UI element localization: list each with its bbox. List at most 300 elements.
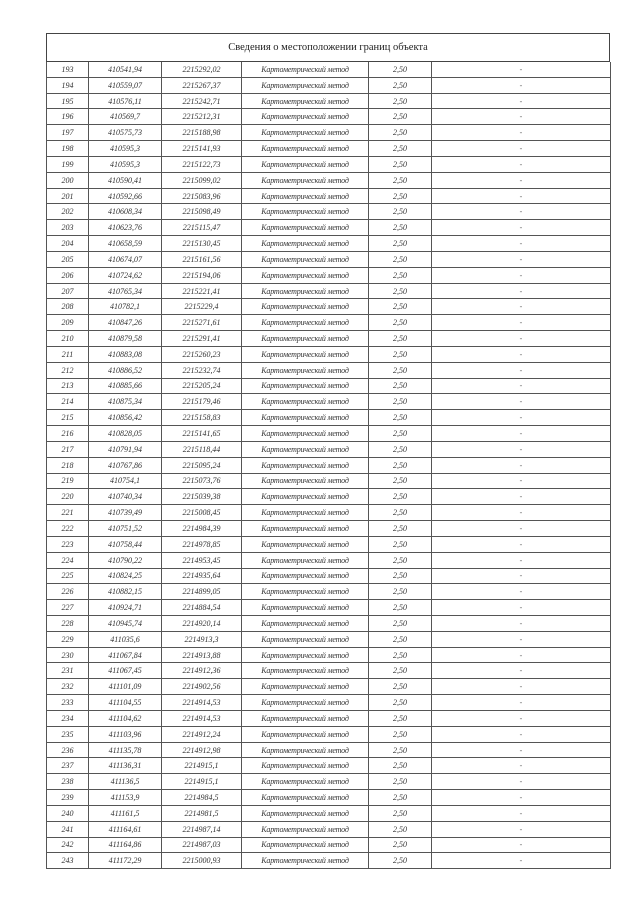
table-row bbox=[47, 837, 611, 853]
note-cell: - bbox=[432, 505, 611, 521]
table-row bbox=[47, 710, 611, 726]
x-coordinate-cell: 410595,3 bbox=[89, 141, 162, 157]
accuracy-cell: 2,50 bbox=[369, 109, 432, 125]
method-cell: Картометрический метод bbox=[242, 821, 369, 837]
point-number-cell: 242 bbox=[47, 837, 89, 853]
table-row bbox=[47, 536, 611, 552]
point-number-cell: 214 bbox=[47, 394, 89, 410]
table-row bbox=[47, 410, 611, 426]
y-coordinate-cell: 2215115,47 bbox=[162, 220, 242, 236]
method-cell: Картометрический метод bbox=[242, 410, 369, 426]
accuracy-cell: 2,50 bbox=[369, 552, 432, 568]
x-coordinate-cell: 410739,49 bbox=[89, 505, 162, 521]
y-coordinate-cell: 2215008,45 bbox=[162, 505, 242, 521]
y-coordinate-cell: 2215141,93 bbox=[162, 141, 242, 157]
table-row bbox=[47, 758, 611, 774]
accuracy-cell: 2,50 bbox=[369, 679, 432, 695]
note-cell: - bbox=[432, 62, 611, 77]
y-coordinate-cell: 2214915,1 bbox=[162, 758, 242, 774]
method-cell: Картометрический метод bbox=[242, 726, 369, 742]
method-cell: Картометрический метод bbox=[242, 172, 369, 188]
accuracy-cell: 2,50 bbox=[369, 584, 432, 600]
x-coordinate-cell: 410886,52 bbox=[89, 362, 162, 378]
accuracy-cell: 2,50 bbox=[369, 647, 432, 663]
x-coordinate-cell: 410782,1 bbox=[89, 299, 162, 315]
table-row bbox=[47, 742, 611, 758]
table-row bbox=[47, 362, 611, 378]
accuracy-cell: 2,50 bbox=[369, 172, 432, 188]
accuracy-cell: 2,50 bbox=[369, 267, 432, 283]
point-number-cell: 231 bbox=[47, 663, 89, 679]
y-coordinate-cell: 2215221,41 bbox=[162, 283, 242, 299]
y-coordinate-cell: 2215271,61 bbox=[162, 315, 242, 331]
x-coordinate-cell: 410751,52 bbox=[89, 521, 162, 537]
y-coordinate-cell: 2214984,5 bbox=[162, 790, 242, 806]
method-cell: Картометрический метод bbox=[242, 536, 369, 552]
note-cell: - bbox=[432, 679, 611, 695]
x-coordinate-cell: 410883,08 bbox=[89, 346, 162, 362]
note-cell: - bbox=[432, 188, 611, 204]
x-coordinate-cell: 410847,26 bbox=[89, 315, 162, 331]
method-cell: Картометрический метод bbox=[242, 267, 369, 283]
method-cell: Картометрический метод bbox=[242, 505, 369, 521]
method-cell: Картометрический метод bbox=[242, 710, 369, 726]
x-coordinate-cell: 410590,41 bbox=[89, 172, 162, 188]
note-cell: - bbox=[432, 346, 611, 362]
point-number-cell: 220 bbox=[47, 489, 89, 505]
y-coordinate-cell: 2215194,06 bbox=[162, 267, 242, 283]
y-coordinate-cell: 2215118,44 bbox=[162, 441, 242, 457]
x-coordinate-cell: 410658,59 bbox=[89, 236, 162, 252]
accuracy-cell: 2,50 bbox=[369, 742, 432, 758]
x-coordinate-cell: 411067,45 bbox=[89, 663, 162, 679]
y-coordinate-cell: 2215291,41 bbox=[162, 331, 242, 347]
y-coordinate-cell: 2214987,03 bbox=[162, 837, 242, 853]
x-coordinate-cell: 410754,1 bbox=[89, 473, 162, 489]
table-row bbox=[47, 489, 611, 505]
point-number-cell: 236 bbox=[47, 742, 89, 758]
accuracy-cell: 2,50 bbox=[369, 236, 432, 252]
table-row bbox=[47, 93, 611, 109]
y-coordinate-cell: 2214978,85 bbox=[162, 536, 242, 552]
point-number-cell: 206 bbox=[47, 267, 89, 283]
x-coordinate-cell: 411136,31 bbox=[89, 758, 162, 774]
note-cell: - bbox=[432, 141, 611, 157]
method-cell: Картометрический метод bbox=[242, 331, 369, 347]
point-number-cell: 235 bbox=[47, 726, 89, 742]
boundary-points-table bbox=[46, 62, 611, 869]
accuracy-cell: 2,50 bbox=[369, 156, 432, 172]
x-coordinate-cell: 411067,84 bbox=[89, 647, 162, 663]
point-number-cell: 230 bbox=[47, 647, 89, 663]
note-cell: - bbox=[432, 790, 611, 806]
table-row bbox=[47, 726, 611, 742]
accuracy-cell: 2,50 bbox=[369, 837, 432, 853]
note-cell: - bbox=[432, 267, 611, 283]
table-row bbox=[47, 552, 611, 568]
y-coordinate-cell: 2215260,23 bbox=[162, 346, 242, 362]
table-row bbox=[47, 663, 611, 679]
point-number-cell: 239 bbox=[47, 790, 89, 806]
point-number-cell: 193 bbox=[47, 62, 89, 77]
x-coordinate-cell: 410882,15 bbox=[89, 584, 162, 600]
y-coordinate-cell: 2215141,65 bbox=[162, 426, 242, 442]
accuracy-cell: 2,50 bbox=[369, 457, 432, 473]
accuracy-cell: 2,50 bbox=[369, 141, 432, 157]
accuracy-cell: 2,50 bbox=[369, 473, 432, 489]
method-cell: Картометрический метод bbox=[242, 251, 369, 267]
y-coordinate-cell: 2214914,53 bbox=[162, 695, 242, 711]
table-row bbox=[47, 615, 611, 631]
point-number-cell: 225 bbox=[47, 568, 89, 584]
note-cell: - bbox=[432, 125, 611, 141]
point-number-cell: 203 bbox=[47, 220, 89, 236]
x-coordinate-cell: 411035,6 bbox=[89, 631, 162, 647]
note-cell: - bbox=[432, 774, 611, 790]
accuracy-cell: 2,50 bbox=[369, 615, 432, 631]
method-cell: Картометрический метод bbox=[242, 236, 369, 252]
y-coordinate-cell: 2214884,54 bbox=[162, 600, 242, 616]
method-cell: Картометрический метод bbox=[242, 663, 369, 679]
y-coordinate-cell: 2214914,53 bbox=[162, 710, 242, 726]
y-coordinate-cell: 2215267,37 bbox=[162, 77, 242, 93]
accuracy-cell: 2,50 bbox=[369, 378, 432, 394]
accuracy-cell: 2,50 bbox=[369, 521, 432, 537]
table-row bbox=[47, 821, 611, 837]
y-coordinate-cell: 2215083,96 bbox=[162, 188, 242, 204]
accuracy-cell: 2,50 bbox=[369, 489, 432, 505]
y-coordinate-cell: 2215099,02 bbox=[162, 172, 242, 188]
x-coordinate-cell: 410541,94 bbox=[89, 62, 162, 77]
method-cell: Картометрический метод bbox=[242, 378, 369, 394]
accuracy-cell: 2,50 bbox=[369, 62, 432, 77]
method-cell: Картометрический метод bbox=[242, 758, 369, 774]
x-coordinate-cell: 411172,29 bbox=[89, 853, 162, 869]
method-cell: Картометрический метод bbox=[242, 426, 369, 442]
note-cell: - bbox=[432, 315, 611, 331]
note-cell: - bbox=[432, 394, 611, 410]
table-row bbox=[47, 299, 611, 315]
point-number-cell: 198 bbox=[47, 141, 89, 157]
x-coordinate-cell: 410824,25 bbox=[89, 568, 162, 584]
x-coordinate-cell: 410856,42 bbox=[89, 410, 162, 426]
y-coordinate-cell: 2215130,45 bbox=[162, 236, 242, 252]
y-coordinate-cell: 2215242,71 bbox=[162, 93, 242, 109]
point-number-cell: 228 bbox=[47, 615, 89, 631]
x-coordinate-cell: 410569,7 bbox=[89, 109, 162, 125]
method-cell: Картометрический метод bbox=[242, 283, 369, 299]
note-cell: - bbox=[432, 441, 611, 457]
method-cell: Картометрический метод bbox=[242, 188, 369, 204]
accuracy-cell: 2,50 bbox=[369, 505, 432, 521]
table-row bbox=[47, 141, 611, 157]
accuracy-cell: 2,50 bbox=[369, 663, 432, 679]
x-coordinate-cell: 410875,34 bbox=[89, 394, 162, 410]
table-body bbox=[47, 62, 611, 869]
table-row bbox=[47, 631, 611, 647]
x-coordinate-cell: 410595,3 bbox=[89, 156, 162, 172]
point-number-cell: 221 bbox=[47, 505, 89, 521]
note-cell: - bbox=[432, 742, 611, 758]
y-coordinate-cell: 2215122,73 bbox=[162, 156, 242, 172]
point-number-cell: 243 bbox=[47, 853, 89, 869]
x-coordinate-cell: 410724,62 bbox=[89, 267, 162, 283]
method-cell: Картометрический метод bbox=[242, 315, 369, 331]
point-number-cell: 211 bbox=[47, 346, 89, 362]
method-cell: Картометрический метод bbox=[242, 774, 369, 790]
point-number-cell: 241 bbox=[47, 821, 89, 837]
y-coordinate-cell: 2215161,56 bbox=[162, 251, 242, 267]
note-cell: - bbox=[432, 600, 611, 616]
note-cell: - bbox=[432, 695, 611, 711]
method-cell: Картометрический метод bbox=[242, 62, 369, 77]
point-number-cell: 218 bbox=[47, 457, 89, 473]
x-coordinate-cell: 410924,71 bbox=[89, 600, 162, 616]
method-cell: Картометрический метод bbox=[242, 568, 369, 584]
note-cell: - bbox=[432, 156, 611, 172]
note-cell: - bbox=[432, 853, 611, 869]
note-cell: - bbox=[432, 726, 611, 742]
method-cell: Картометрический метод bbox=[242, 695, 369, 711]
table-row bbox=[47, 505, 611, 521]
point-number-cell: 207 bbox=[47, 283, 89, 299]
point-number-cell: 232 bbox=[47, 679, 89, 695]
table-row bbox=[47, 315, 611, 331]
method-cell: Картометрический метод bbox=[242, 394, 369, 410]
method-cell: Картометрический метод bbox=[242, 647, 369, 663]
y-coordinate-cell: 2214912,98 bbox=[162, 742, 242, 758]
point-number-cell: 202 bbox=[47, 204, 89, 220]
note-cell: - bbox=[432, 331, 611, 347]
note-cell: - bbox=[432, 821, 611, 837]
x-coordinate-cell: 410576,11 bbox=[89, 93, 162, 109]
y-coordinate-cell: 2215188,98 bbox=[162, 125, 242, 141]
point-number-cell: 219 bbox=[47, 473, 89, 489]
table-row bbox=[47, 251, 611, 267]
point-number-cell: 237 bbox=[47, 758, 89, 774]
method-cell: Картометрический метод bbox=[242, 362, 369, 378]
method-cell: Картометрический метод bbox=[242, 156, 369, 172]
y-coordinate-cell: 2215073,76 bbox=[162, 473, 242, 489]
point-number-cell: 234 bbox=[47, 710, 89, 726]
x-coordinate-cell: 410740,34 bbox=[89, 489, 162, 505]
x-coordinate-cell: 411153,9 bbox=[89, 790, 162, 806]
accuracy-cell: 2,50 bbox=[369, 93, 432, 109]
method-cell: Картометрический метод bbox=[242, 204, 369, 220]
accuracy-cell: 2,50 bbox=[369, 726, 432, 742]
accuracy-cell: 2,50 bbox=[369, 362, 432, 378]
x-coordinate-cell: 410559,07 bbox=[89, 77, 162, 93]
y-coordinate-cell: 2215098,49 bbox=[162, 204, 242, 220]
table-row bbox=[47, 172, 611, 188]
y-coordinate-cell: 2215229,4 bbox=[162, 299, 242, 315]
method-cell: Картометрический метод bbox=[242, 299, 369, 315]
y-coordinate-cell: 2215039,38 bbox=[162, 489, 242, 505]
method-cell: Картометрический метод bbox=[242, 790, 369, 806]
x-coordinate-cell: 410879,58 bbox=[89, 331, 162, 347]
note-cell: - bbox=[432, 647, 611, 663]
y-coordinate-cell: 2214912,36 bbox=[162, 663, 242, 679]
y-coordinate-cell: 2214935,64 bbox=[162, 568, 242, 584]
point-number-cell: 199 bbox=[47, 156, 89, 172]
point-number-cell: 210 bbox=[47, 331, 89, 347]
table-row bbox=[47, 600, 611, 616]
method-cell: Картометрический метод bbox=[242, 600, 369, 616]
table-row bbox=[47, 346, 611, 362]
accuracy-cell: 2,50 bbox=[369, 758, 432, 774]
table-row bbox=[47, 473, 611, 489]
accuracy-cell: 2,50 bbox=[369, 394, 432, 410]
table-row bbox=[47, 441, 611, 457]
table-row bbox=[47, 125, 611, 141]
point-number-cell: 195 bbox=[47, 93, 89, 109]
note-cell: - bbox=[432, 426, 611, 442]
point-number-cell: 208 bbox=[47, 299, 89, 315]
accuracy-cell: 2,50 bbox=[369, 220, 432, 236]
accuracy-cell: 2,50 bbox=[369, 805, 432, 821]
table-title: Сведения о местоположении границ объекта bbox=[46, 33, 610, 62]
y-coordinate-cell: 2214987,14 bbox=[162, 821, 242, 837]
note-cell: - bbox=[432, 172, 611, 188]
note-cell: - bbox=[432, 283, 611, 299]
method-cell: Картометрический метод bbox=[242, 441, 369, 457]
table-row bbox=[47, 457, 611, 473]
x-coordinate-cell: 410758,44 bbox=[89, 536, 162, 552]
accuracy-cell: 2,50 bbox=[369, 426, 432, 442]
point-number-cell: 226 bbox=[47, 584, 89, 600]
note-cell: - bbox=[432, 805, 611, 821]
method-cell: Картометрический метод bbox=[242, 220, 369, 236]
point-number-cell: 223 bbox=[47, 536, 89, 552]
method-cell: Картометрический метод bbox=[242, 93, 369, 109]
note-cell: - bbox=[432, 473, 611, 489]
x-coordinate-cell: 411104,62 bbox=[89, 710, 162, 726]
table-row bbox=[47, 584, 611, 600]
y-coordinate-cell: 2214953,45 bbox=[162, 552, 242, 568]
accuracy-cell: 2,50 bbox=[369, 536, 432, 552]
accuracy-cell: 2,50 bbox=[369, 251, 432, 267]
x-coordinate-cell: 410592,66 bbox=[89, 188, 162, 204]
note-cell: - bbox=[432, 552, 611, 568]
note-cell: - bbox=[432, 758, 611, 774]
table-row bbox=[47, 521, 611, 537]
x-coordinate-cell: 411161,5 bbox=[89, 805, 162, 821]
document-sheet bbox=[46, 33, 610, 869]
note-cell: - bbox=[432, 362, 611, 378]
accuracy-cell: 2,50 bbox=[369, 283, 432, 299]
method-cell: Картометрический метод bbox=[242, 473, 369, 489]
y-coordinate-cell: 2215179,46 bbox=[162, 394, 242, 410]
note-cell: - bbox=[432, 109, 611, 125]
accuracy-cell: 2,50 bbox=[369, 204, 432, 220]
table-row bbox=[47, 220, 611, 236]
point-number-cell: 217 bbox=[47, 441, 89, 457]
x-coordinate-cell: 410790,22 bbox=[89, 552, 162, 568]
point-number-cell: 227 bbox=[47, 600, 89, 616]
y-coordinate-cell: 2214915,1 bbox=[162, 774, 242, 790]
note-cell: - bbox=[432, 93, 611, 109]
note-cell: - bbox=[432, 251, 611, 267]
x-coordinate-cell: 410885,66 bbox=[89, 378, 162, 394]
method-cell: Картометрический метод bbox=[242, 141, 369, 157]
point-number-cell: 216 bbox=[47, 426, 89, 442]
y-coordinate-cell: 2215232,74 bbox=[162, 362, 242, 378]
x-coordinate-cell: 411136,5 bbox=[89, 774, 162, 790]
accuracy-cell: 2,50 bbox=[369, 853, 432, 869]
note-cell: - bbox=[432, 77, 611, 93]
table-row bbox=[47, 853, 611, 869]
x-coordinate-cell: 410945,74 bbox=[89, 615, 162, 631]
method-cell: Картометрический метод bbox=[242, 615, 369, 631]
x-coordinate-cell: 410623,76 bbox=[89, 220, 162, 236]
method-cell: Картометрический метод bbox=[242, 805, 369, 821]
method-cell: Картометрический метод bbox=[242, 853, 369, 869]
accuracy-cell: 2,50 bbox=[369, 410, 432, 426]
y-coordinate-cell: 2215000,93 bbox=[162, 853, 242, 869]
x-coordinate-cell: 411101,09 bbox=[89, 679, 162, 695]
y-coordinate-cell: 2214902,56 bbox=[162, 679, 242, 695]
note-cell: - bbox=[432, 631, 611, 647]
table-row bbox=[47, 679, 611, 695]
y-coordinate-cell: 2214912,24 bbox=[162, 726, 242, 742]
method-cell: Картометрический метод bbox=[242, 837, 369, 853]
method-cell: Картометрический метод bbox=[242, 77, 369, 93]
note-cell: - bbox=[432, 378, 611, 394]
point-number-cell: 200 bbox=[47, 172, 89, 188]
note-cell: - bbox=[432, 584, 611, 600]
note-cell: - bbox=[432, 220, 611, 236]
accuracy-cell: 2,50 bbox=[369, 695, 432, 711]
accuracy-cell: 2,50 bbox=[369, 188, 432, 204]
note-cell: - bbox=[432, 410, 611, 426]
table-row bbox=[47, 109, 611, 125]
note-cell: - bbox=[432, 568, 611, 584]
table-row bbox=[47, 156, 611, 172]
point-number-cell: 205 bbox=[47, 251, 89, 267]
accuracy-cell: 2,50 bbox=[369, 441, 432, 457]
table-row bbox=[47, 188, 611, 204]
table-row bbox=[47, 805, 611, 821]
x-coordinate-cell: 411164,61 bbox=[89, 821, 162, 837]
method-cell: Картометрический метод bbox=[242, 679, 369, 695]
x-coordinate-cell: 411103,96 bbox=[89, 726, 162, 742]
y-coordinate-cell: 2214913,3 bbox=[162, 631, 242, 647]
method-cell: Картометрический метод bbox=[242, 521, 369, 537]
method-cell: Картометрический метод bbox=[242, 489, 369, 505]
point-number-cell: 209 bbox=[47, 315, 89, 331]
table-row bbox=[47, 331, 611, 347]
accuracy-cell: 2,50 bbox=[369, 125, 432, 141]
method-cell: Картометрический метод bbox=[242, 125, 369, 141]
table-row bbox=[47, 204, 611, 220]
point-number-cell: 240 bbox=[47, 805, 89, 821]
table-row bbox=[47, 378, 611, 394]
table-row bbox=[47, 774, 611, 790]
point-number-cell: 213 bbox=[47, 378, 89, 394]
table-row bbox=[47, 267, 611, 283]
x-coordinate-cell: 411104,55 bbox=[89, 695, 162, 711]
point-number-cell: 233 bbox=[47, 695, 89, 711]
y-coordinate-cell: 2214981,5 bbox=[162, 805, 242, 821]
note-cell: - bbox=[432, 663, 611, 679]
table-row bbox=[47, 647, 611, 663]
table-row bbox=[47, 394, 611, 410]
x-coordinate-cell: 410828,05 bbox=[89, 426, 162, 442]
note-cell: - bbox=[432, 615, 611, 631]
accuracy-cell: 2,50 bbox=[369, 600, 432, 616]
point-number-cell: 229 bbox=[47, 631, 89, 647]
note-cell: - bbox=[432, 299, 611, 315]
